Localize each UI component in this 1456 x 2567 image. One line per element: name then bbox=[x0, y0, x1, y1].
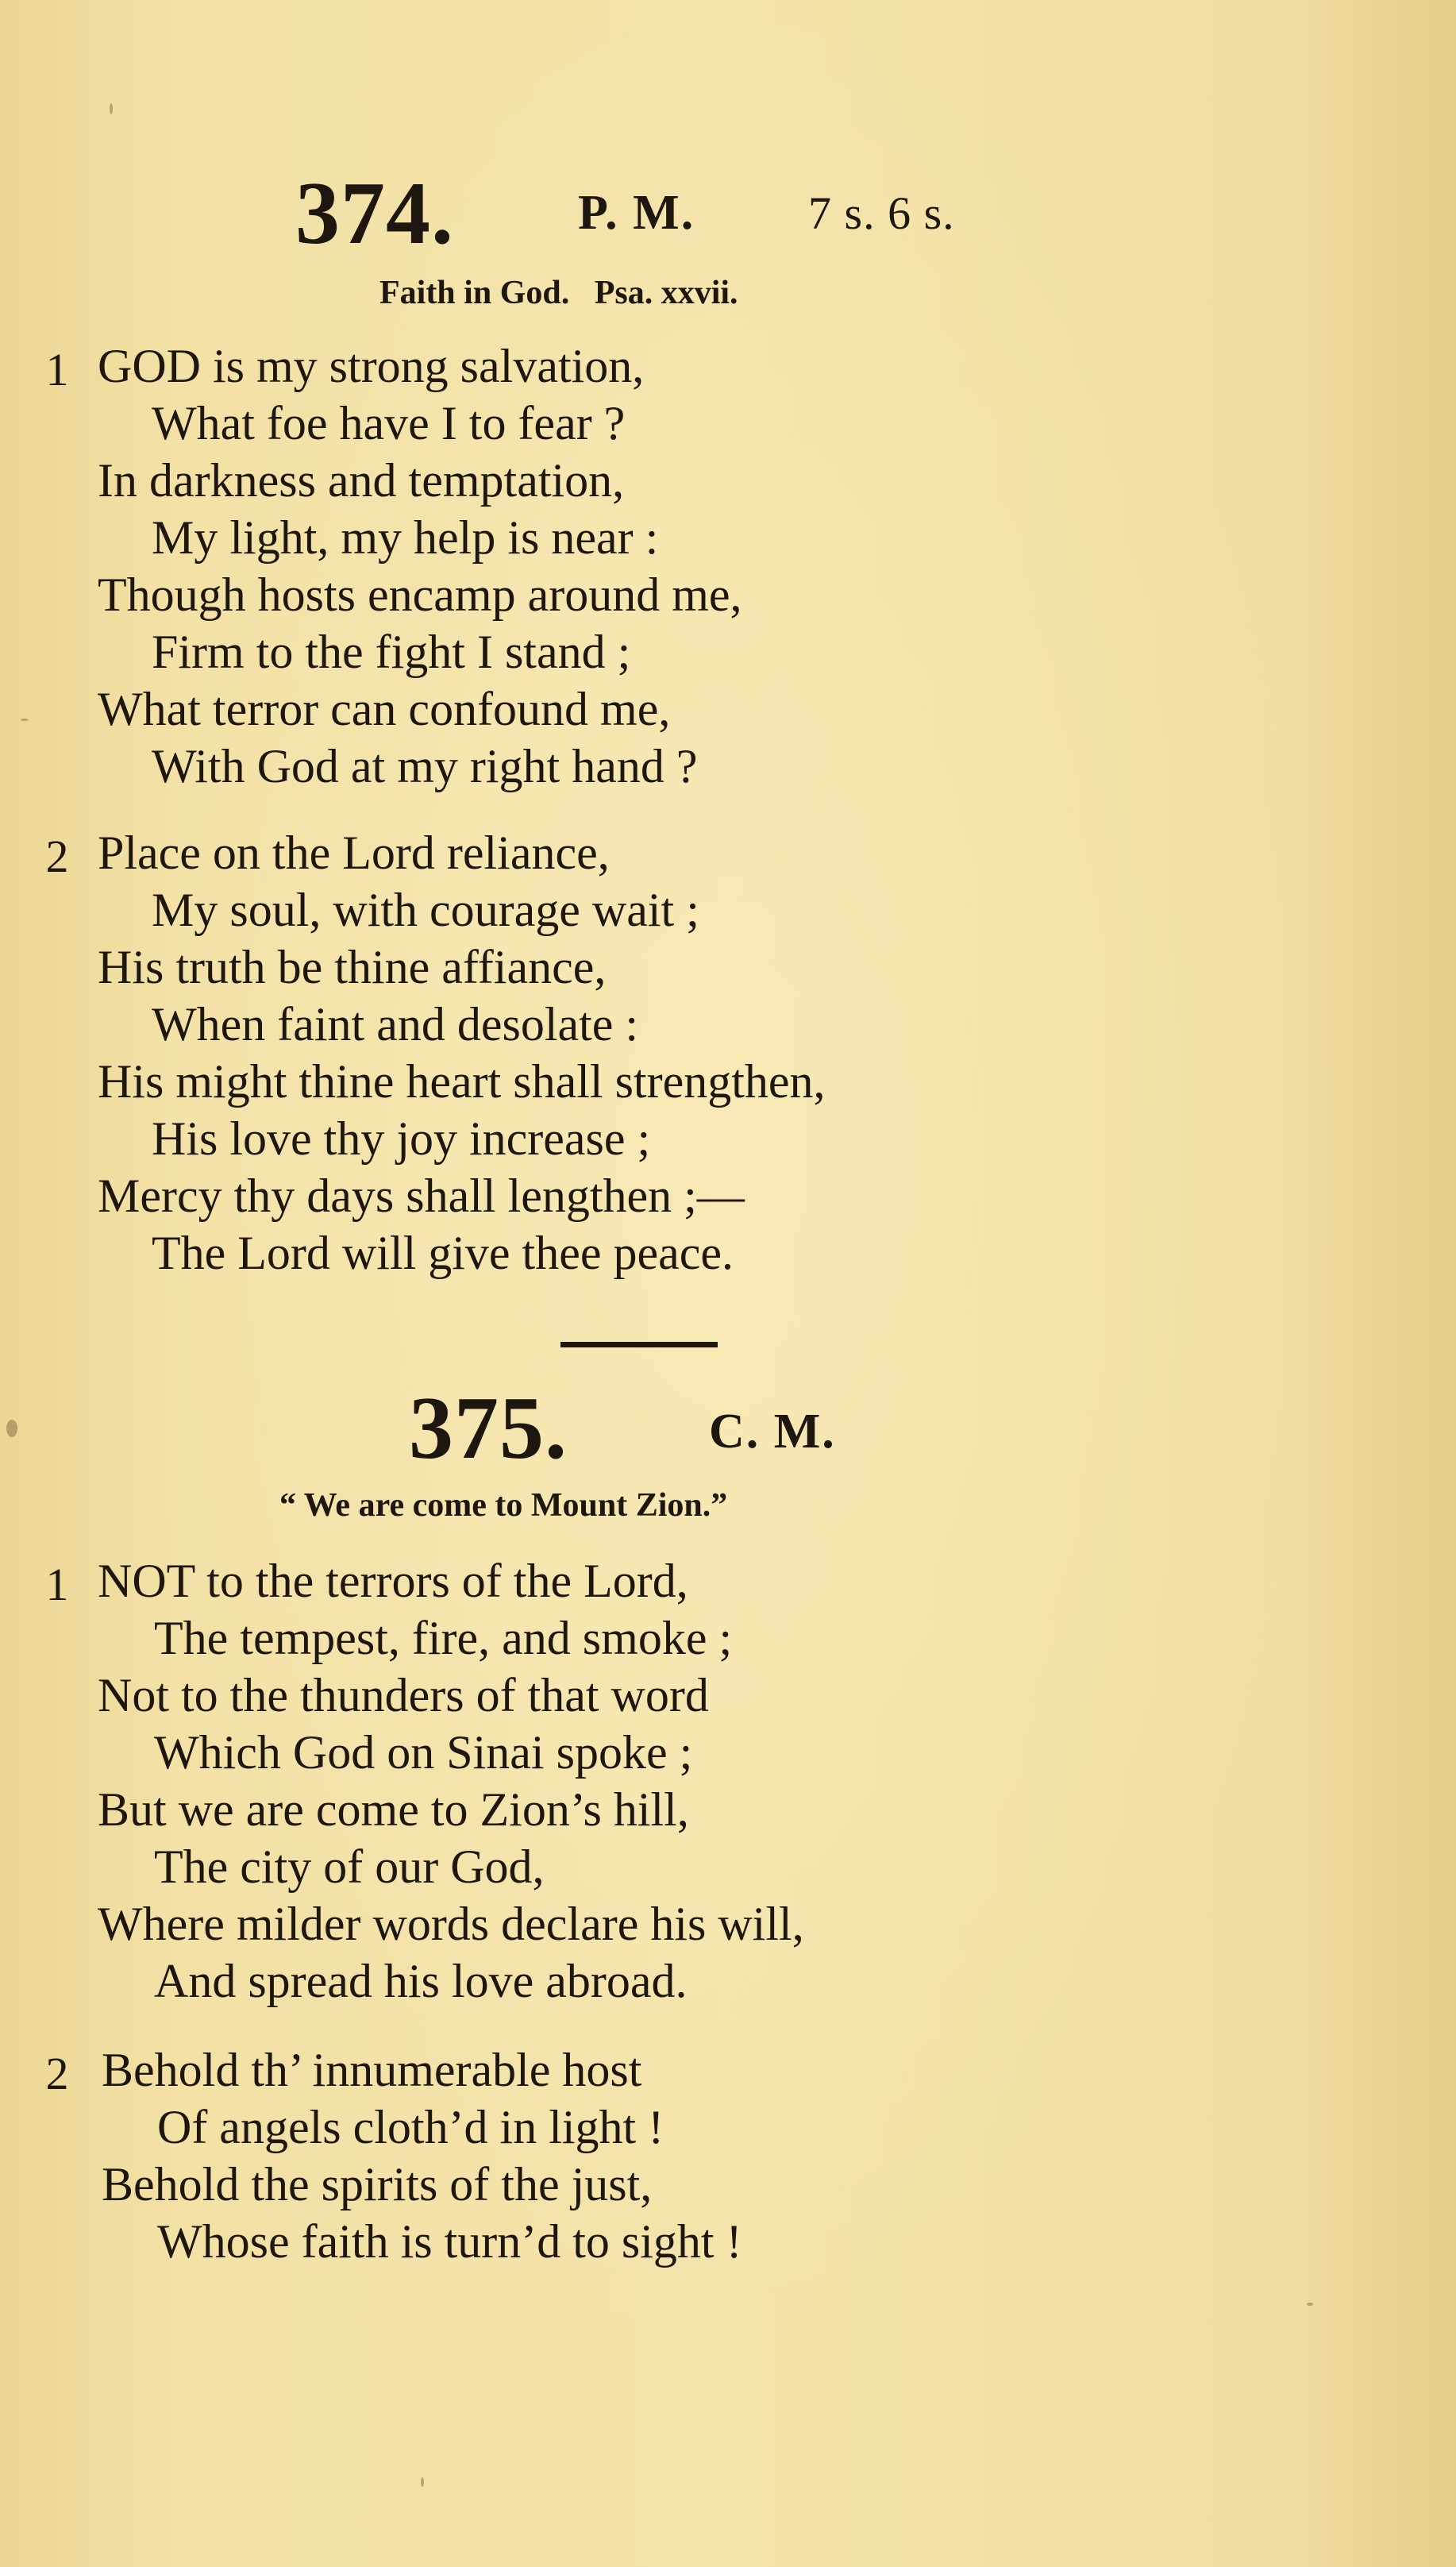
verse-line: What terror can confound me, bbox=[98, 683, 671, 735]
verse-line: Firm to the fight I stand ; bbox=[152, 626, 631, 678]
verse-line: Where milder words declare his will, bbox=[98, 1898, 804, 1950]
verse-number: 1 bbox=[45, 1559, 69, 1610]
verse-number: 1 bbox=[45, 344, 69, 395]
verse-line: The Lord will give thee peace. bbox=[152, 1227, 734, 1279]
hymn-374-meter: P. M. bbox=[578, 186, 695, 240]
verse-line: My soul, with courage wait ; bbox=[152, 884, 699, 936]
hymn-375-meter: C. M. bbox=[709, 1405, 836, 1459]
hymn-374-number: 374. bbox=[295, 164, 454, 263]
section-divider bbox=[560, 1342, 718, 1347]
verse-line: The tempest, fire, and smoke ; bbox=[154, 1612, 733, 1664]
verse-number: 2 bbox=[45, 2048, 69, 2099]
verse-line: GOD is my strong salvation, bbox=[98, 340, 645, 392]
verse-line: Which God on Sinai spoke ; bbox=[154, 1726, 693, 1779]
verse-line: The city of our God, bbox=[154, 1840, 545, 1893]
verse-line: His truth be thine affiance, bbox=[98, 941, 607, 993]
paper-speck bbox=[21, 719, 29, 721]
verse-line: Mercy thy days shall lengthen ;— bbox=[98, 1170, 745, 1222]
verse-line: With God at my right hand ? bbox=[152, 740, 698, 792]
hymn-375-subtitle: “ We are come to Mount Zion.” bbox=[279, 1487, 728, 1524]
verse-line: Of angels cloth’d in light ! bbox=[157, 2101, 664, 2153]
verse-line: What foe have I to fear ? bbox=[152, 397, 626, 449]
verse-line: My light, my help is near : bbox=[152, 511, 659, 564]
paper-speck bbox=[1307, 2303, 1313, 2306]
verse-line: In darkness and temptation, bbox=[98, 454, 625, 507]
verse-line: NOT to the terrors of the Lord, bbox=[98, 1555, 688, 1607]
verse-line: And spread his love abroad. bbox=[154, 1955, 688, 2007]
verse-line: Not to the thunders of that word bbox=[98, 1669, 709, 1721]
verse-line: Whose faith is turn’d to sight ! bbox=[157, 2215, 742, 2268]
paper-speck bbox=[110, 103, 113, 114]
hymn-375-number: 375. bbox=[409, 1379, 568, 1478]
verse-line: When faint and desolate : bbox=[152, 998, 639, 1050]
hymn-374-meter-extra: 7 s. 6 s. bbox=[808, 187, 955, 239]
verse-line: His might thine heart shall strengthen, bbox=[98, 1055, 826, 1108]
verse-line: But we are come to Zion’s hill, bbox=[98, 1783, 689, 1836]
paper-speck bbox=[6, 1420, 17, 1437]
verse-line: His love thy joy increase ; bbox=[152, 1112, 651, 1165]
verse-line: Though hosts encamp around me, bbox=[98, 569, 742, 621]
verse-number: 2 bbox=[45, 831, 69, 882]
verse-line: Behold the spirits of the just, bbox=[102, 2158, 653, 2210]
hymn-374-subtitle: Faith in God. Psa. xxvii. bbox=[379, 275, 738, 311]
verse-line: Behold th’ innumerable host bbox=[102, 2044, 642, 2096]
paper-speck bbox=[421, 2477, 424, 2487]
verse-line: Place on the Lord reliance, bbox=[98, 827, 610, 879]
